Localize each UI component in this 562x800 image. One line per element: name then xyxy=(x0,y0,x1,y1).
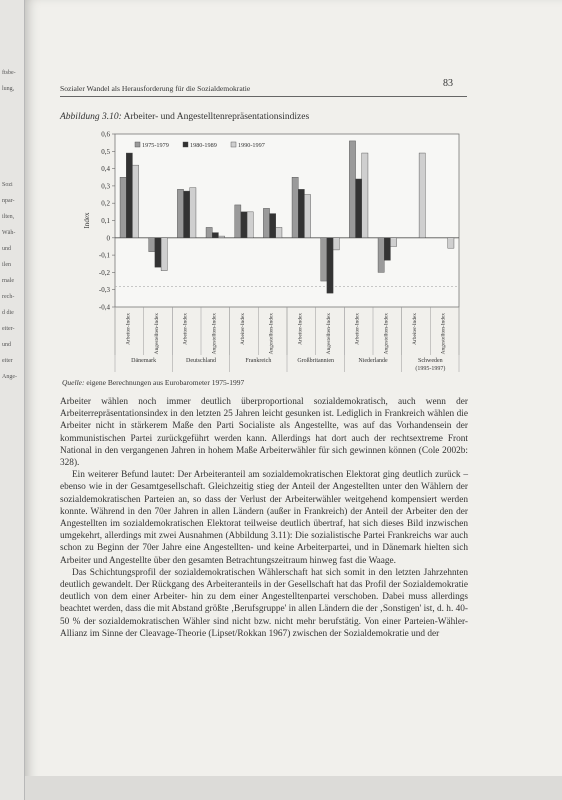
running-header: Sozialer Wandel als Herausforderung für die Sozialdemokratie xyxy=(60,84,251,93)
facing-page-fragment: eiter- xyxy=(2,326,15,332)
x-tick-label: Angestellten-Index xyxy=(268,313,275,355)
y-tick-label: 0,3 xyxy=(101,182,110,191)
legend-swatch xyxy=(231,142,236,147)
bar-1990-1997 xyxy=(247,212,253,238)
facing-page-fragment: rnale xyxy=(2,278,14,284)
bar-1980-1989 xyxy=(212,233,218,238)
figure-title: Arbeiter- und Angestelltenrepräsentationsindizes xyxy=(123,112,310,122)
bar-1975-1979 xyxy=(235,205,241,238)
bar-1990-1997 xyxy=(190,188,196,238)
facing-page-fragment: d die xyxy=(2,310,14,316)
y-tick-label: 0,6 xyxy=(101,130,110,139)
bar-1990-1997 xyxy=(362,153,368,238)
bar-1975-1979 xyxy=(177,189,183,237)
bar-1975-1979 xyxy=(149,238,155,252)
facing-page-fragment: npar- xyxy=(2,198,15,204)
y-tick-label: 0,4 xyxy=(101,165,110,174)
y-tick-label: 0,5 xyxy=(101,147,110,156)
bar-1980-1989 xyxy=(384,238,390,260)
bar-1980-1989 xyxy=(270,214,276,238)
y-tick-label: 0 xyxy=(106,234,110,243)
bar-1980-1989 xyxy=(327,238,333,293)
bar-1990-1997 xyxy=(333,238,339,250)
bar-1975-1979 xyxy=(292,177,298,238)
bar-1980-1989 xyxy=(184,191,190,238)
facing-page-fragment: und xyxy=(2,342,11,348)
bar-1975-1979 xyxy=(206,227,212,237)
paragraph-1: Arbeiter wählen noch immer deutlich überproportional sozialdemokratisch, auch wenn der Arbeiterrepräsentationsindex in den letzten 25 Jahren leicht gesunken ist. Lediglich in Frankreich wählen die Arbeiter nicht in stärkerem Maße den Parti Socialiste als Angestellte, was auf das Vorhandensein der kommunistischen Partei zurückgeführt werden kann. Allerdings hat dort auch der rechtsextreme Front National in den vergangenen Jahren in hohem Maße Arbeiterwähler für sich gewinnen können (Cole 2002b: 328). xyxy=(60,397,468,469)
figure-number: Abbildung 3.10: xyxy=(60,112,122,122)
country-sublabel: (1995-1997) xyxy=(415,366,446,372)
bar-1990-1997 xyxy=(419,153,425,238)
facing-page-fragment: rech- xyxy=(2,294,15,300)
country-label: Niederlande xyxy=(358,358,388,364)
bar-1980-1989 xyxy=(155,238,161,267)
figure-caption xyxy=(60,112,309,122)
bar-1990-1997 xyxy=(448,238,454,248)
bar-1990-1997 xyxy=(304,195,310,238)
y-tick-label: 0,2 xyxy=(101,199,110,208)
facing-page-fragment: und xyxy=(2,246,11,252)
paragraph-2: Ein weiterer Befund lautet: Der Arbeiteranteil am sozialdemokratischen Elektorat ging deutlich zurück – ebenso wie in der Gesamtgesellschaft. Gleichzeitig stieg der Anteil der Angestellten unter den Wählern der sozialdemokratischen Parteien an, so dass der Verlust der Arbeiterwähler weitgehend kompensiert werden konnte. Während in den 70er Jahren in allen Ländern (außer in Frankreich) der Anteil der Arbeiter den der Angestellten im sozialdemokratischen Elektorat teilweise deutlich übertraf, hat sich dieses Bild inzwischen umgekehrt, allerdings mit zwei Ausnahmen (Abbildung 3.11): Die sozialistische Partei Frankreichs war auch schon zu Beginn der 70er Jahre eine Angestellten- und keine Arbeiterpartei, und in Dänemark hielten sich Arbeiter und Angestellte über den gesamten Betrachtungszeitraum hinweg fast die Waage. xyxy=(60,470,468,566)
facing-page-fragment: eiter xyxy=(2,358,13,364)
y-tick-label: -0,4 xyxy=(98,303,110,312)
x-tick-label: Angestellten-Index xyxy=(154,313,160,355)
bar-1980-1989 xyxy=(356,179,362,238)
bar-1975-1979 xyxy=(263,208,269,237)
bar-1990-1997 xyxy=(218,236,224,238)
plot-area xyxy=(115,134,459,307)
bar-1990-1997 xyxy=(161,238,167,271)
bar-1975-1979 xyxy=(120,177,126,238)
x-tick-label: Arbeiter-Index xyxy=(354,313,361,345)
bar-1990-1997 xyxy=(132,165,138,238)
bar-1980-1989 xyxy=(126,153,132,238)
x-tick-label: Arbeiter-Index xyxy=(297,313,304,345)
country-label: Frankreich xyxy=(245,358,272,364)
y-tick-label: 0,1 xyxy=(101,217,110,225)
facing-page-fragment: Wäh- xyxy=(2,230,16,236)
bar-1975-1979 xyxy=(378,238,384,273)
paragraph-3: Das Schichtungsprofil der sozialdemokratischen Wählerschaft hat sich somit in den letzten Jahrzehnten deutlich gewandelt. Der Rückgang des Arbeiteranteils in der Gesellschaft hat das Profil der Sozialdemokratie deutlich von dem einer Arbeiter- hin zu dem einer Angestelltenpartei verschoben. Dabei muss allerdings beachtet werden, dass die mit Abstand größte ‚Berufsgruppe' in allen Ländern die der ‚Sonstigen' ist, d. h. 40-50 % der sozialdemokratischen Wähler sind nicht bzw. nicht mehr berufstätig. Von einer Parteien-Wähler-Allianz im Sinne der Cleavage-Theorie (Lipset/Rokkan 1967) zwischen der Sozialdemokratie und der xyxy=(60,567,468,639)
facing-page-fragment: ilen xyxy=(2,262,11,268)
figure-source xyxy=(62,378,244,387)
header-rule xyxy=(60,96,467,97)
source-text: eigene Berechnungen aus Eurobarometer 1975-1997 xyxy=(86,378,245,387)
x-tick-label: Angestellten-Index xyxy=(326,313,332,355)
x-tick-label: Angestellten-Index xyxy=(383,313,390,355)
legend-label: 1980-1989 xyxy=(190,142,217,149)
y-axis-label: Index xyxy=(83,212,91,229)
bar-1975-1979 xyxy=(349,141,355,238)
legend-swatch xyxy=(183,142,188,147)
bar-1980-1989 xyxy=(241,212,247,238)
x-tick-label: Arbeiter-Index xyxy=(240,313,246,345)
legend-swatch xyxy=(135,142,140,147)
y-tick-label: -0,1 xyxy=(98,251,110,260)
y-tick-label: -0,3 xyxy=(98,286,110,295)
bar-1975-1979 xyxy=(321,238,327,281)
x-tick-label: Arbeiter-Index xyxy=(125,313,132,345)
bar-1990-1997 xyxy=(390,238,396,247)
country-label: Schweden xyxy=(417,358,443,364)
facing-page-fragment: ftsbe- xyxy=(2,70,16,76)
country-label: Dänemark xyxy=(131,358,157,364)
page-number: 83 xyxy=(443,78,453,89)
facing-page-fragment: Ange- xyxy=(2,374,17,380)
legend-label: 1975-1979 xyxy=(142,142,169,149)
x-tick-label: Arbeiter-Index xyxy=(182,313,189,345)
x-tick-label: Angestellten-Index xyxy=(211,313,218,355)
facing-page-fragment: lung, xyxy=(2,86,15,92)
bar-chart xyxy=(47,124,467,384)
source-label: Quelle: xyxy=(62,378,85,387)
y-tick-label: -0,2 xyxy=(98,268,110,277)
legend-label: 1990-1997 xyxy=(238,142,265,149)
country-label: Großbritannien xyxy=(297,358,334,364)
facing-page-fragment: ilten, xyxy=(2,214,15,220)
book-page xyxy=(25,0,562,800)
facing-page-edge xyxy=(0,0,25,800)
page-bottom-edge xyxy=(25,776,562,800)
bar-1990-1997 xyxy=(276,227,282,237)
body-text xyxy=(60,396,468,640)
x-tick-label: Angestellten-Index xyxy=(440,313,447,355)
bar-1980-1989 xyxy=(298,189,304,237)
country-label: Deutschland xyxy=(186,358,216,364)
facing-page-fragment: Sozi xyxy=(2,182,13,188)
x-tick-label: Arbeiter-Index xyxy=(412,313,418,345)
